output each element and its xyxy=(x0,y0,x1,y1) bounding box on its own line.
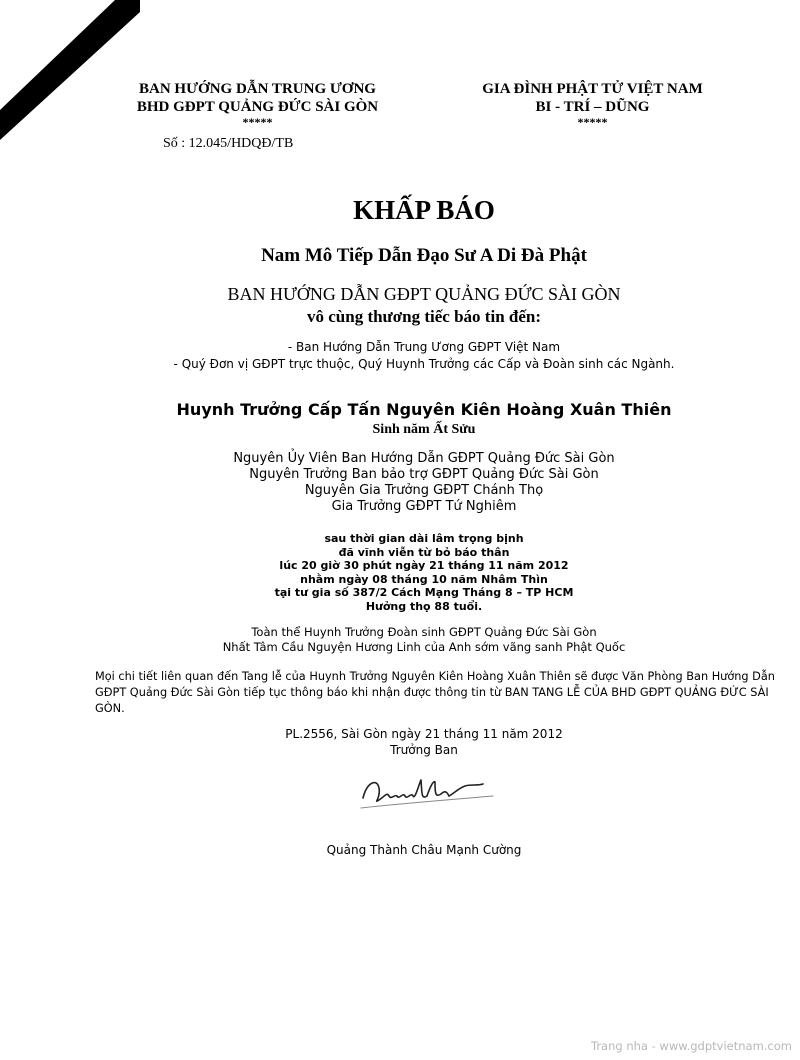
condolence-line: Toàn thể Huynh Trưởng Đoàn sinh GĐPT Quảng Đức Sài Gòn xyxy=(251,625,597,639)
document-title: KHẤP BÁO xyxy=(353,195,495,225)
condolence-message xyxy=(0,625,800,655)
recipient-item: - Ban Hướng Dẫn Trung Ương GĐPT Việt Nam xyxy=(287,340,561,354)
date-block xyxy=(0,726,800,758)
date-line: PL.2556, Sài Gòn ngày 21 tháng 11 năm 2012 xyxy=(285,727,563,741)
passing-line: lúc 20 giờ 30 phút ngày 21 tháng 11 năm 2012 xyxy=(279,559,569,572)
passing-details xyxy=(0,532,800,613)
issuing-organization-left xyxy=(110,80,405,128)
org-left-line2: BHD GĐPT QUẢNG ĐỨC SÀI GÒN xyxy=(136,99,379,115)
recipients-list xyxy=(0,339,800,373)
notify-line: vô cùng thương tiếc báo tin đến: xyxy=(306,307,542,326)
website-footer: Trang nha - www.gdptvietnam.com xyxy=(590,1039,792,1053)
funeral-details-paragraph: Mọi chi tiết liên quan đến Tang lễ của Huynh Trưởng Nguyên Kiên Hoàng Xuân Thiên sẽ được Văn Phòng Ban Hướng Dẫn GĐPT Quảng Đức Sài Gòn tiếp tục thông báo khi nhận được thông tin từ BAN TANG LỄ CỦA BHD GĐPT QUẢNG ĐỨC SÀI GÒN. xyxy=(95,670,775,715)
invocation: Nam Mô Tiếp Dẫn Đạo Sư A Di Đà Phật xyxy=(261,245,587,266)
passing-line: sau thời gian dài lâm trọng bịnh xyxy=(324,532,524,545)
passing-line: nhằm ngày 08 tháng 10 năm Nhâm Thìn xyxy=(300,572,548,586)
position-item: Nguyên Gia Trưởng GĐPT Chánh Thọ xyxy=(304,483,544,498)
org-right-line1: GIA ĐÌNH PHẬT TỬ VIỆT NAM xyxy=(482,81,703,97)
passing-line: đã vĩnh viễn từ bỏ báo thân xyxy=(338,545,510,559)
handwritten-signature xyxy=(355,770,505,815)
condolence-line: Nhất Tâm Cầu Nguyện Hương Linh của Anh sớm vãng sanh Phật Quốc xyxy=(222,640,626,654)
deceased-positions xyxy=(0,451,800,515)
issuing-organization-right xyxy=(455,80,730,128)
org-right-stars: ***** xyxy=(577,115,608,129)
signer-name: Quảng Thành Châu Mạnh Cường xyxy=(326,843,522,857)
position-item: Nguyên Trưởng Ban bảo trợ GĐPT Quảng Đức Sài Gòn xyxy=(249,467,599,482)
org-left-line1: BAN HƯỚNG DẪN TRUNG ƯƠNG xyxy=(139,81,376,97)
birth-year: Sinh năm Ất Sửu xyxy=(372,422,476,437)
org-left-stars: ***** xyxy=(242,115,273,129)
position-item: Gia Trưởng GĐPT Tứ Nghiêm xyxy=(331,499,517,514)
passing-line: tại tư gia số 387/2 Cách Mạng Tháng 8 – TP HCM xyxy=(274,586,574,599)
signer-title: Trưởng Ban xyxy=(390,743,458,757)
document-number: Số : 12.045/HDQĐ/TB xyxy=(163,136,294,151)
passing-line: Hưởng thọ 88 tuổi. xyxy=(365,599,483,613)
issuer-board: BAN HƯỚNG DẪN GĐPT QUẢNG ĐỨC SÀI GÒN xyxy=(227,284,621,304)
recipient-item: - Quý Đơn vị GĐPT trực thuộc, Quý Huynh Trưởng các Cấp và Đoàn sinh các Ngành. xyxy=(173,357,675,371)
deceased-name: Huynh Trưởng Cấp Tấn Nguyên Kiên Hoàng Xuân Thiên xyxy=(176,400,672,419)
org-right-line2: BI - TRÍ – DŨNG xyxy=(535,99,650,115)
position-item: Nguyên Ủy Viên Ban Hướng Dẫn GĐPT Quảng Đức Sài Gòn xyxy=(233,451,615,466)
